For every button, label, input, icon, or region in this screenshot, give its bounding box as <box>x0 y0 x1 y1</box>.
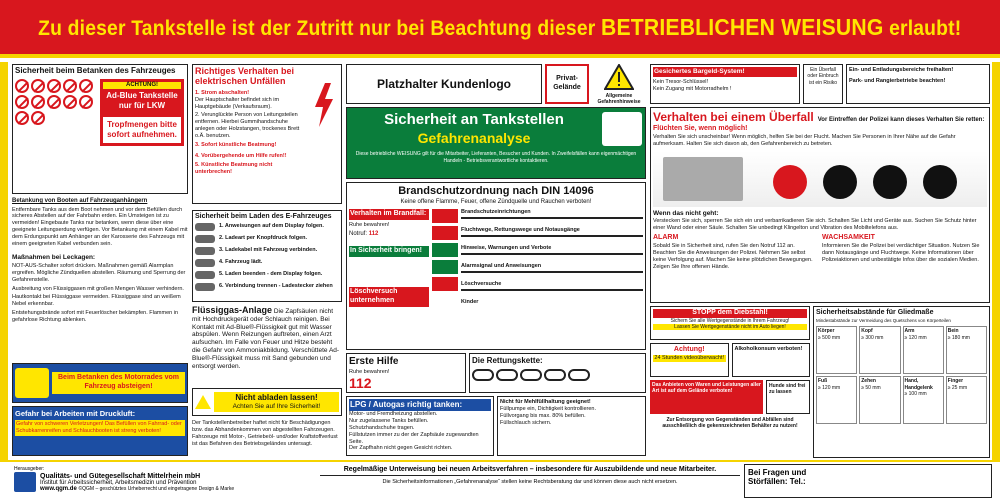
lightning-icon <box>313 83 335 127</box>
car-icon <box>195 223 215 231</box>
no-canister-icon <box>15 95 29 109</box>
first-aid-number: 112 <box>349 375 372 392</box>
warning-triangle-icon <box>195 395 211 409</box>
boat-text: Entfernbare Tanks aus dem Boot nehmen und vor dem Befüllen durch sicheres Abstellen auf der Fahrbahn erden. Ein Umsteigen ist zu vermeiden! Eingebaute Tanks nur betanken, wenn diese über eine geeignete Leitungserdung verfügen. Vor Betankung mit einem Kabel mit dem Erdungspunkt am Anhänger an der Karosserie des Fahrzeugs mit einem geeigneten Kabel verbunden sein. <box>12 206 188 247</box>
cash-box <box>650 64 800 104</box>
car-icon <box>195 247 215 255</box>
runner-icon <box>923 165 957 199</box>
customer-logo-placeholder: Platzhalter Kundenlogo <box>346 64 542 104</box>
fire-protection-box <box>346 182 646 350</box>
copyright: ©QGM – geschütztes Urheberrecht und eingetragene Design & Marke <box>78 485 235 492</box>
loading-text: Ein- und Entladungsbereiche freihalten! <box>849 67 954 73</box>
limb-cell <box>946 376 987 424</box>
boat-leak-section <box>12 198 188 363</box>
publisher-label: Herausgeber: <box>14 466 45 472</box>
column-2 <box>192 64 342 460</box>
no-bottle-icon <box>15 111 29 125</box>
first-aid-box <box>346 353 466 393</box>
no-engine-icon <box>63 79 77 93</box>
limb-value: ≥ 50 mm <box>861 384 881 391</box>
general-hazard-sign <box>592 64 646 104</box>
fire-emergency-label: Notruf: <box>349 230 368 237</box>
runner-icon <box>873 165 907 199</box>
warnings-title: Hinweise, Warnungen und Verbote <box>461 245 552 251</box>
ev-title: Sicherheit beim Laden des E-Fahrzeuges <box>195 213 332 220</box>
limb-label: Bein <box>947 328 959 335</box>
no-hose-icon <box>79 95 93 109</box>
no-children-icon <box>79 79 93 93</box>
running-people-graphic <box>653 151 987 207</box>
bottom-row <box>650 306 990 458</box>
lpg-item: Schutzhandschuhe tragen. <box>349 424 415 431</box>
theft-text: Lassen Sie Wertgegenstände nicht im Auto liegen! <box>653 324 807 330</box>
limb-label: Arm <box>904 328 915 335</box>
ev-step: 4. Fahrzeug lädt. <box>219 259 263 266</box>
ev-step: 2. Ladeart per Knopfdruck folgen. <box>219 235 308 242</box>
electrical-list <box>195 90 305 176</box>
escape-routes-title: Fluchtwege, Rettungswege und Notausgänge <box>461 227 580 234</box>
refuel-safety-box <box>12 64 188 194</box>
limb-label: Finger <box>947 378 964 385</box>
rescue-chain-title: Die Rettungskette: <box>472 356 543 365</box>
limb-cell <box>816 376 857 424</box>
runner-icon <box>823 165 857 199</box>
alarm-title: Alarmsignal und Anweisungen <box>461 262 542 269</box>
chain-link-icon <box>496 369 518 381</box>
column-3 <box>346 64 646 460</box>
theft-title: STOPP dem Diebstahl! <box>653 309 807 318</box>
leak-item: Hautkontakt bei Flüssiggase vermeiden. Flüssiggase sind an weißem Nebel erkennbar. <box>12 294 181 308</box>
electrical-step: 1. Strom abschalten! <box>195 89 250 96</box>
camera-row <box>650 343 810 377</box>
lpg-row <box>346 396 646 456</box>
general-hazard-label: Allgemeine Gefahrenhinweise <box>597 92 641 106</box>
drip-text: Tropfmengen bitte sofort aufnehmen. <box>103 117 181 143</box>
column-4 <box>650 64 990 460</box>
limb-label: Zehen <box>861 378 876 385</box>
limb-value: ≥ 120 mm <box>818 384 841 391</box>
frame-left <box>0 62 8 460</box>
adblue-warning <box>100 79 184 147</box>
exit-icon <box>432 243 458 257</box>
car-icon <box>195 235 215 243</box>
company-url[interactable]: www.qgm.de <box>40 485 77 492</box>
motorcycle-icon <box>15 368 49 398</box>
electrical-box <box>192 64 342 204</box>
limb-distances-box <box>813 306 990 458</box>
chain-link-icon <box>544 369 566 381</box>
parking-text: Park- und Rangierbetriebe beachten! <box>849 77 946 84</box>
fire-calm: Ruhe bewahren! <box>349 222 390 228</box>
no-fire-icon <box>31 79 45 93</box>
leak-item: Ausbreitung von Flüssiggasen mit großen Mengen Wasser verhindern. <box>12 285 184 292</box>
limb-cell <box>816 326 857 374</box>
banner-text-b: BETRIEBLICHEN WEISUNG <box>601 13 884 40</box>
no-pump-icon <box>31 95 45 109</box>
limb-value: ≥ 180 mm <box>947 334 970 341</box>
fire-alarm-icon <box>432 209 458 223</box>
pump-icon <box>602 112 642 146</box>
limb-value: ≥ 100 mm <box>904 390 927 397</box>
frame-right <box>992 62 1000 460</box>
contact-box <box>744 464 992 498</box>
lpg-plant-title: Flüssiggas-Anlage <box>192 305 273 315</box>
adblue-text: Ad-Blue Tankstelle nur für LKW <box>106 91 178 111</box>
compressed-air-text: Gefahr von schweren Verletzungen! Das Befüllen von Fahrrad- oder Schubkarrenreifen und Schlauchbooten ist streng verboten! <box>15 420 185 436</box>
refuel-icons <box>15 79 97 147</box>
assembly-icon <box>432 260 458 274</box>
first-aid-title: Erste Hilfe <box>349 356 399 367</box>
no-smoking-icon <box>15 79 29 93</box>
helmet-text: Kein Zugang mit Motorradhelm ! <box>653 86 732 92</box>
qgm-logo-icon <box>14 472 36 492</box>
lpg2-item: Füllschlauch sichern. <box>500 419 552 426</box>
theft-column <box>650 306 810 458</box>
rescue-chain-box <box>469 353 646 393</box>
runner-icon <box>773 165 807 199</box>
flee-text: Verhalten Sie sich unscheinbar! Wenn möglich, helfen Sie bei der Flucht. Machen Sie Personen in Ihrer Nähe auf die Gefahr aufmerksam. Halten Sie sich davon ab, den Gefahrenbereich zu betreten. <box>653 133 956 147</box>
camera-text: 24 Stunden videoüberwacht! <box>654 354 725 361</box>
vigilance-text: Informieren Sie die Polizei bei verdächtiger Situation. Nutzen Sie dann Notausgänge und Fluchtwege. Keine Informationen über Polizeiaktionen und unbestätigte Infos über die sozialen Medien. <box>822 243 980 263</box>
traffic-box <box>846 64 990 104</box>
hide-text: Verstecken Sie sich, sperren Sie sich ein und verbarrikadieren Sie sich. Schalten Sie Licht und Geräte aus. Suchen Sie Schutz hinter einer Wand oder einer Säule. Schalten Sie unbedingt Klingelton und Vibration des Mobiltelefons aus. <box>653 217 977 231</box>
car-icon <box>195 259 215 267</box>
fire-equipment-title: Brandschutzeinrichtungen <box>461 209 531 216</box>
ev-steps <box>195 221 339 293</box>
ev-step: 6. Verbindung trennen - Ladestecker ziehen <box>219 283 333 290</box>
limb-distances-title: Sicherheitsabstände für Gliedmaße <box>816 309 934 316</box>
title-panel <box>346 107 646 179</box>
lpg-item: Nur zugelassene Tanks befüllen. <box>349 417 429 424</box>
limb-label: Hand, Handgelenk <box>904 378 933 391</box>
ev-step: 5. Laden beenden - dem Display folgen. <box>219 271 323 278</box>
alarm-text: Sobald Sie in Sicherheit sind, rufen Sie den Notruf 112 an. Beachten Sie die Anweisungen der Polizei. Nehmen Sie selbst keine Verfolgung auf. Machen Sie keine plötzlichen Bewegungen. Zeigen Sie Ihre offenen Hände. <box>653 243 813 270</box>
robbery-box <box>650 107 990 303</box>
vigilance-title: WACHSAMKEIT <box>822 234 875 242</box>
chain-link-icon <box>472 369 494 381</box>
no-pedestrian-icon <box>47 95 61 109</box>
fire-case-title: Verhalten im Brandfall: <box>349 209 429 220</box>
motorcycle-box <box>12 363 188 403</box>
fire-protection-title: Brandschutzordnung nach DIN 14096 <box>398 185 594 197</box>
compressed-air-title: Gefahr bei Arbeiten mit Druckluft: <box>15 409 136 418</box>
unload-title: Nicht abladen lassen! <box>235 392 318 402</box>
limb-value: ≥ 500 mm <box>818 334 841 341</box>
banner-text-c: erlaubt! <box>889 16 962 40</box>
lpg2-box <box>497 396 646 456</box>
unload-text: Achten Sie auf Ihre Sicherheit! <box>232 402 321 410</box>
fire-left <box>349 209 429 306</box>
risk-text: Ein Überfall oder Einbruch ist ein Risiko <box>803 64 843 104</box>
fire-emergency-number: 112 <box>368 230 379 237</box>
lpg-plant-text: Die Zapfsäulen nicht mit Hochdruckgerät oder Schlauch reinigen. Bei Kontakt mit Ad-Blue®-Flüssigkeit gut mit Wasser abspülen. Wenn Reizungen auftreten, einen Arzt aufsuchen. Im Falle von Feuer und Hitze besteht die Gefahr von Ammoniakbildung. Verschüttete Ad-Blue®-Flüssigkeit muss mit Sand gebunden und entsorgt werden. <box>192 308 340 370</box>
refuel-title: Sicherheit beim Betanken des Fahrzeuges <box>15 66 176 75</box>
leak-item: Entstehungsbrände sofort mit Feuerlöscher bekämpfen. Flammen in gefahrlose Richtung ablenken. <box>12 310 178 324</box>
lpg2-item: Nicht für Mehlfüllhaltung geeignet! <box>500 399 591 405</box>
fire-protection-subtitle: Keine offene Flamme, Feuer, offene Zündquelle und Rauchen verboten! <box>400 198 592 205</box>
electrical-step: 5. Künstliche Beatmung nicht unterbrechen! <box>195 161 273 175</box>
main-title: Sicherheit an Tankstellen <box>384 111 564 128</box>
limb-label: Fuß <box>818 378 828 385</box>
safety-title: In Sicherheit bringen! <box>349 246 429 257</box>
first-aid-row <box>346 353 646 393</box>
top-info-row <box>650 64 990 104</box>
gas-station-icon <box>663 157 743 201</box>
leak-list <box>12 263 188 324</box>
limb-distances-subtitle: Mindestabstände zur Vermeidung des Quetschens von Körperteilen <box>816 317 951 323</box>
hide-title: Wenn das nicht geht: <box>653 209 719 217</box>
chain-link-icon <box>520 369 542 381</box>
ev-step: 3. Ladekabel mit Fahrzeug verbinden. <box>219 247 318 254</box>
electrical-step: 4. Vorübergehende um Hilfe rufen!! <box>195 152 287 159</box>
limb-cell <box>903 326 944 374</box>
ev-charging-box <box>192 210 342 302</box>
limb-value: ≥ 25 mm <box>947 384 968 391</box>
main-subtitle: Gefahrenanalyse <box>417 129 531 146</box>
electrical-step: 3. Sofort künstliche Beatmung! <box>195 141 277 148</box>
alcohol-text: Alkoholkonsum verboten! <box>732 343 811 377</box>
chain-link-icon <box>568 369 590 381</box>
no-phone-icon <box>47 79 61 93</box>
fire-signs <box>432 209 458 306</box>
leak-title: Maßnahmen bei Leckagen: <box>12 253 96 261</box>
car-icon <box>195 283 215 291</box>
limb-label: Kopf <box>861 328 873 335</box>
motorcycle-text: Beim Betanken des Motorrades vom Fahrzeug absteigen! <box>52 372 185 394</box>
limb-value: ≥ 300 mm <box>861 334 884 341</box>
contact-label: Bei Fragen und Störfällen: Tel.: <box>748 468 807 486</box>
first-aid-calm: Ruhe bewahren! <box>349 368 390 375</box>
lpg-item: Motor- und Fremdheizung abstellen. <box>349 411 438 417</box>
boat-title: Betankung von Booten auf Fahrzeuganhängern <box>12 198 148 204</box>
camera-box <box>650 343 729 377</box>
dogs-text: Hunde sind frei zu lassen <box>766 380 810 414</box>
title-description: Diese betriebliche WEISUNG gilt für die Mitarbeiter, Lieferanten, Besucher und Kunden. In Zweifelsfällen kann eigenmächtigen Handeln - Betriebsverantwortliche kontaktieren. <box>355 151 637 164</box>
safe-text: Kein Tresor-Schlüssel! <box>653 79 709 86</box>
limb-cell <box>946 326 987 374</box>
unload-box <box>192 388 342 416</box>
header-banner <box>0 0 1000 58</box>
instruction-note: Regelmäßige Unterweisung bei neuen Arbeitsverfahren – insbesondere für Auszubildende und neue Mitarbeiter. <box>320 464 740 476</box>
ev-step: 1. Anweisungen auf dem Display folgen. <box>219 223 324 230</box>
lpg-title: LPG / Autogas richtig tanken: <box>349 399 491 411</box>
extinguish-attempts-title: Löschversuche <box>461 280 502 287</box>
car-icon <box>195 271 215 279</box>
theft-box <box>650 306 810 340</box>
limb-cell <box>859 376 900 424</box>
flee-title: Flüchten Sie, wenn möglich! <box>653 125 748 132</box>
banner-title <box>38 14 961 41</box>
private-sign: Privat-Gelände <box>545 64 589 104</box>
lpg-plant-section <box>192 306 342 386</box>
achtung-label: ACHTUNG! <box>103 82 181 90</box>
selling-text: Das Anbieten von Waren und Leistungen aller Art ist auf dem Gelände verboten! <box>650 380 763 414</box>
footer-middle <box>320 464 740 485</box>
robbery-subtitle: Vor Eintreffen der Polizei kann dieses Verhalten Sie retten: <box>817 117 985 123</box>
publisher-info <box>14 466 314 492</box>
liability-text: Der Tankstellenbetreiber haftet nicht für Beschädigungen bzw. das Abhandenkommen von abgestellten Fahrzeugen. Fahrzeuge mit Motor-, Getriebeöl- und/oder Kraftstoffverlust ist das Befahren des Betriebsgeländes untersagt. <box>192 420 338 447</box>
lpg-box <box>346 396 494 456</box>
electrical-step: Der Hauptschalter befindet sich im Hauptgebäude (Verkaufsraum). <box>195 96 280 110</box>
lpg2-item: Füllpumpe ein, Dichtigkeit kontrollieren. <box>500 405 596 412</box>
robbery-title: Verhalten bei einem Überfall <box>653 110 814 124</box>
legal-note: Die Sicherheitsinformationen „Gefahrenanalyse“ stellen keine Rechtsberatung dar und können diese auch nicht ersetzen. <box>382 479 678 485</box>
lpg2-item: Füllvorgang bis max. 80% befüllen. <box>500 412 586 419</box>
footer <box>0 460 1000 500</box>
limb-label: Körper <box>818 328 835 335</box>
compressed-air-box <box>12 406 188 456</box>
limb-cell <box>903 376 944 424</box>
lpg-item: Füllstutzen immer zu der der Zapfsäule zugewandten Seite. <box>349 431 479 445</box>
children-title: Kinder <box>461 298 479 305</box>
fire-right <box>461 209 643 306</box>
theft-subtitle: Sichern Sie alle Wertgegenstände in Ihrem Fahrzeug! <box>670 317 790 324</box>
electrical-step: 2. Verunglückte Person von Leitungsteilen entfernen. Hierbei Gummihandschuhe anlegen oder Holzstangen, trockenes Brett o.Ä. benutzen. <box>195 112 300 140</box>
no-dog-icon <box>31 111 45 125</box>
column-1 <box>12 64 188 460</box>
limb-cell <box>859 326 900 374</box>
limb-value: ≥ 120 mm <box>904 334 927 341</box>
lpg-item: Der Zapfhahn nicht gegen Gesicht richten. <box>349 445 453 452</box>
camera-title: Achtung! <box>673 346 705 353</box>
company-subtitle: Institut für Arbeitssicherheit, Arbeitsmedizin und Prävention <box>40 479 197 486</box>
leak-item: NOT-AUS-Schalter sofort drücken. Maßnahmen gemäß Alarmplan ergreifen. Mögliche Zündquellen abstellen. Räumung und Sperrung der Gefahrenstelle. <box>12 262 186 283</box>
disposal-text: Zur Entsorgung von Gegenständen und Abfällen sind ausschließlich die gekennzeichneten Behälter zu nutzen! <box>662 417 798 430</box>
banner-text-a: Zu dieser Tankstelle ist der Zutritt nur bei Beachtung dieser <box>38 16 596 40</box>
limb-grid <box>816 326 987 424</box>
company-name: Qualitäts- und Gütegesellschaft Mittelrhein mbH <box>40 472 201 480</box>
logo-row <box>346 64 646 104</box>
fire-phone-icon <box>432 226 458 240</box>
alarm-title: ALARM <box>653 234 679 242</box>
electrical-title: Richtiges Verhalten bei elektrischen Unfällen <box>195 66 295 86</box>
extinguisher-icon <box>432 277 458 291</box>
extinguish-title: Löschversuch unternehmen <box>349 287 429 307</box>
cash-title: Gesichertes Bargeld-System! <box>653 67 797 77</box>
no-person-icon <box>63 95 77 109</box>
